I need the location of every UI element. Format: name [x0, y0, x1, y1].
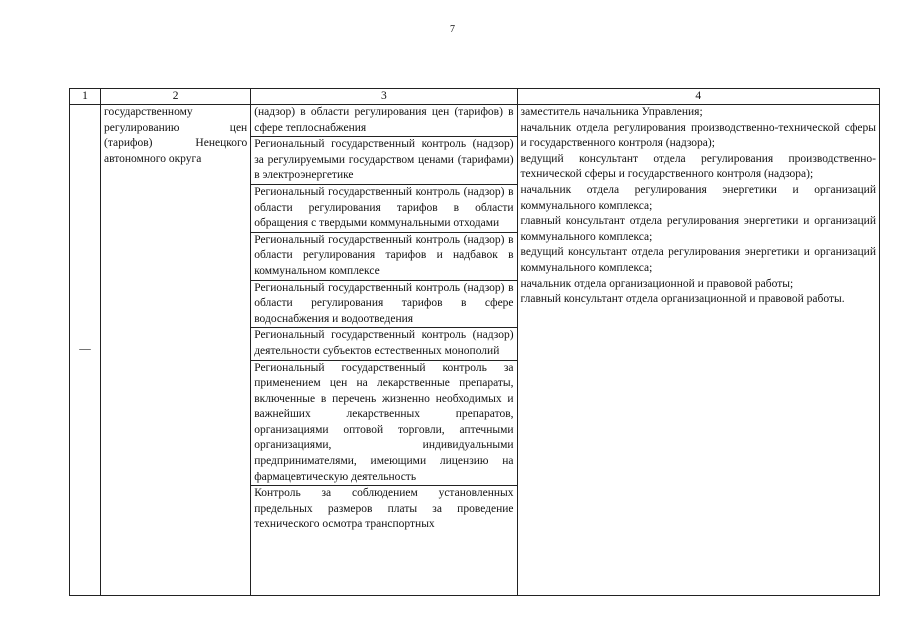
- table-row: [70, 105, 880, 596]
- official-item: начальник отдела регулирования производственно-технической сферы и государственного контроля (надзора);: [520, 121, 876, 150]
- officials-cell: [517, 105, 879, 596]
- header-cell-2: 2: [101, 89, 251, 105]
- official-item: заместитель начальника Управления;: [520, 106, 703, 118]
- document-table: [69, 88, 880, 596]
- header-cell-1: 1: [70, 89, 101, 105]
- authority-line-4: автономного округа: [104, 152, 202, 165]
- authority-line-3: (тарифов) Ненецкого: [104, 137, 248, 150]
- official-item: начальник отдела организационной и правовой работы;: [520, 277, 794, 290]
- official-item: начальник отдела регулирования энергетики и организаций коммунального комплекса;: [520, 183, 876, 212]
- official-item: главный консультант отдела регулирования энергетики и организаций коммунального комплекса;: [520, 215, 876, 243]
- control-type-item: Региональный государственный контроль (надзор) в области регулирования тарифов и надбавок в коммунальном комплексе: [251, 233, 516, 281]
- authority-line-2: регулированию цен: [104, 121, 248, 134]
- row-number-cell: —: [70, 105, 101, 596]
- official-item: ведущий консультант отдела регулирования энергетики и организаций коммунального комплекса;: [520, 246, 876, 274]
- table-header-row: [70, 89, 880, 105]
- header-cell-3: 3: [251, 89, 517, 105]
- header-cell-4: 4: [517, 89, 879, 105]
- authority-line-1: государственному: [104, 106, 193, 118]
- control-type-item: (надзор) в области регулирования цен (тарифов) в сфере теплоснабжения: [251, 105, 516, 137]
- control-type-item: Региональный государственный контроль (надзор) в области регулирования тарифов в сфере водоснабжения и водоотведения: [251, 281, 516, 329]
- authority-cell: [101, 105, 251, 596]
- control-type-item: Региональный государственный контроль (надзор) деятельности субъектов естественных монополий: [251, 328, 516, 360]
- page-number: 7: [450, 24, 455, 35]
- official-item: главный консультант отдела организационной и правовой работы.: [520, 293, 845, 306]
- official-item: ведущий консультант отдела регулирования производственно-технической сферы и государственного контроля (надзора);: [520, 152, 876, 181]
- control-type-item: Региональный государственный контроль за применением цен на лекарственные препараты, включенные в перечень жизненно необходимых и важнейших лекарственных препаратов, организациями оптовой торговли, аптечными организациями, индивидуальными предпринимателями, имеющими лицензию на фармацевтическую деятельность: [251, 361, 516, 487]
- control-type-item: Региональный государственный контроль (надзор) в области регулирования тарифов в области обращения с твердыми коммунальными отходами: [251, 185, 516, 233]
- control-type-item: Контроль за соблюдением установленных предельных размеров платы за проведение технического осмотра транспортных: [254, 487, 514, 531]
- control-type-item: Региональный государственный контроль (надзор) за регулируемыми государством ценами (тарифами) в электроэнергетике: [251, 137, 516, 185]
- control-types-cell: [251, 105, 517, 596]
